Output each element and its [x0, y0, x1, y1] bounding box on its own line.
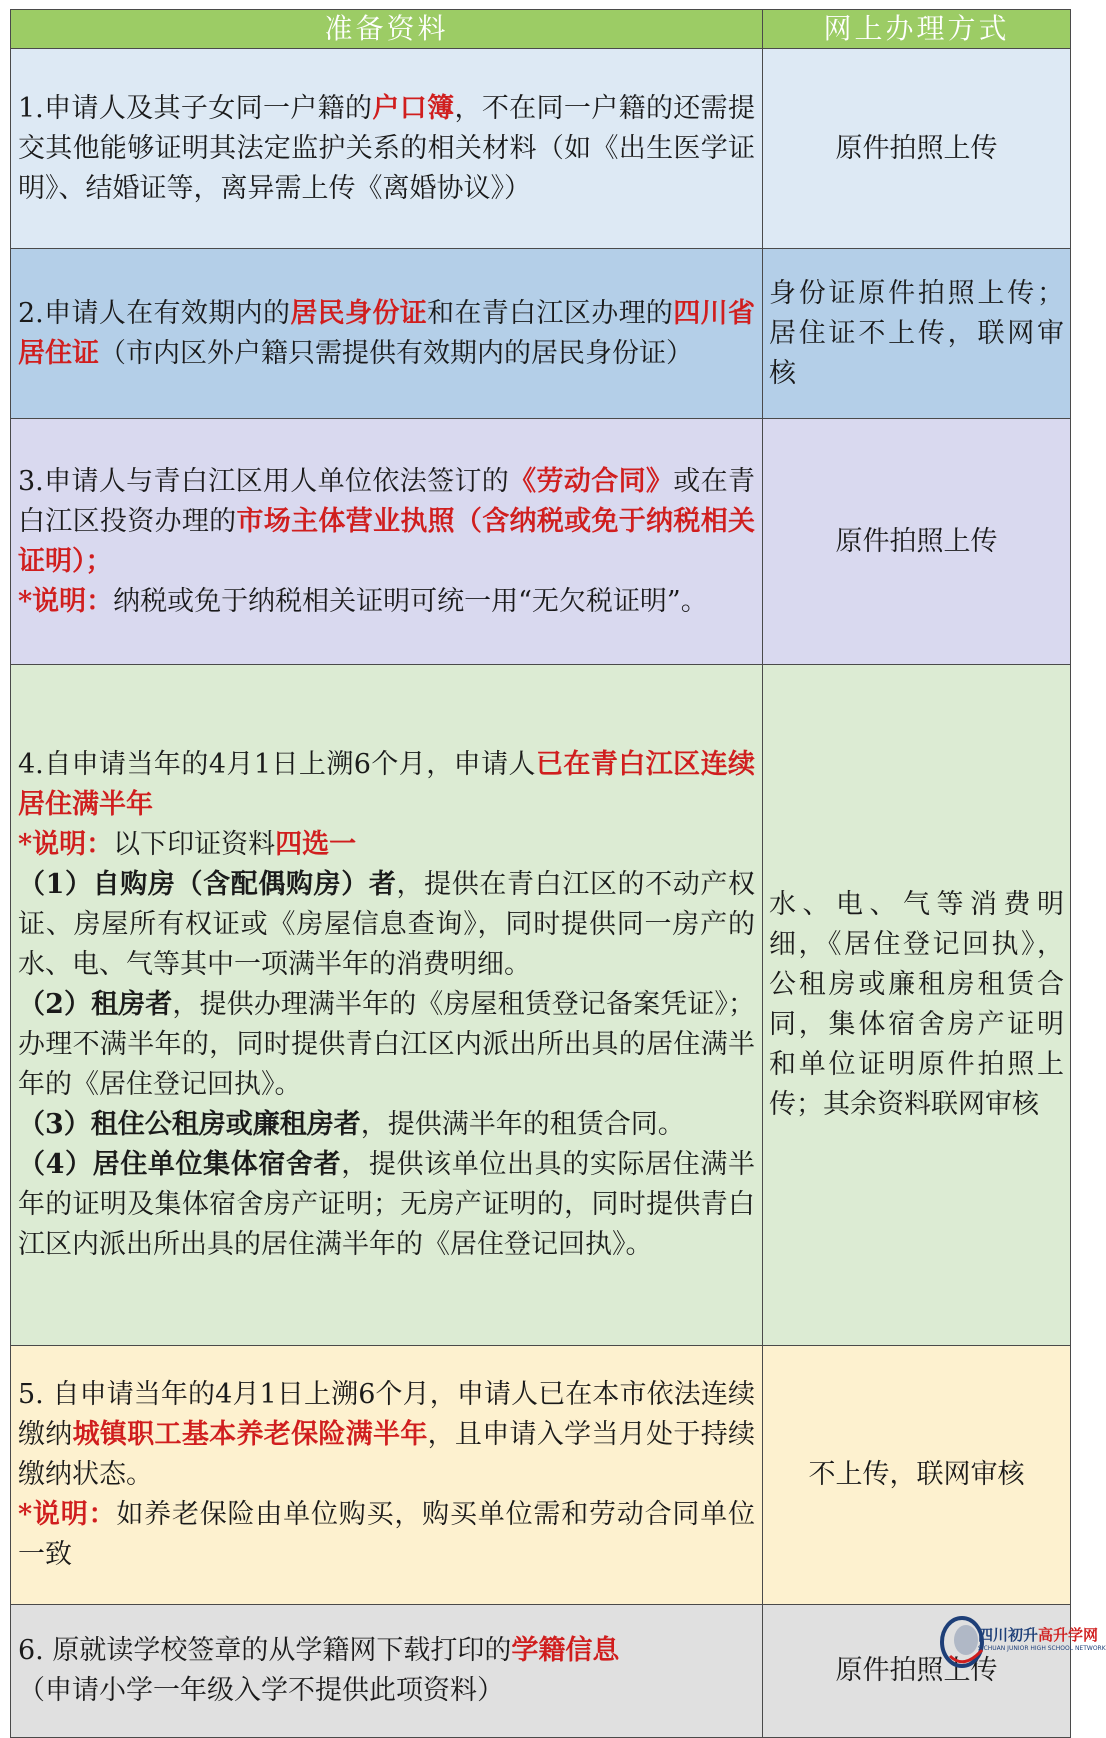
method-cell: 原件拍照上传 [763, 49, 1071, 249]
requirement-text-segment: ，不在同一户籍的还需提交其他能够证明其法定监护关系的相关材料（如《出生医学证明》、结婚证等，离异需上传《离婚协议》） [18, 92, 756, 204]
requirement-cell [11, 1346, 763, 1605]
requirement-text-segment: 如养老保险由单位购买，购买单位需和劳动合同单位一致 [18, 1499, 756, 1570]
requirement-text-segment: 纳税或免于纳税相关证明可统一用“无欠税证明”。 [113, 585, 708, 617]
method-cell: 身份证原件拍照上传；居住证不上传，联网审核 [763, 249, 1071, 419]
requirement-text-segment: 4.自申请当年的4月1日上溯6个月，申请人 [18, 749, 536, 780]
requirement-text-segment: 已在青白江区连续居住满半年 [18, 749, 756, 820]
table-row [11, 665, 1071, 1346]
requirement-cell [11, 1605, 763, 1738]
requirement-text-segment: （4）居住单位集体宿舍者 [18, 1149, 342, 1180]
requirement-text-segment: 6. 原就读学校签章的从学籍网下载打印的 [18, 1635, 512, 1666]
requirement-text-segment: 市场主体营业执照（含纳税或免于纳税相关证明）； [18, 505, 756, 577]
requirement-text-segment: 《劳动合同》 [509, 465, 674, 497]
requirement-text-segment: 居民身份证 [290, 297, 428, 329]
requirement-cell [11, 419, 763, 665]
requirement-text-segment: （3）租住公租房或廉租房者 [18, 1109, 361, 1140]
method-cell: 水、电、气等消费明细，《居住登记回执》，公租房或廉租房租赁合同，集体宿舍房产证明和单位证明原件拍照上传；其余资料联网审核 [763, 665, 1071, 1346]
requirement-text-segment: 2.申请人在有效期内的 [18, 297, 291, 329]
requirements-table [10, 9, 1071, 1738]
requirement-cell [11, 665, 763, 1346]
requirement-text-segment: 四川省居住证 [18, 297, 756, 369]
watermark-subtitle: SICHUAN JUNIOR HIGH SCHOOL NETWORK [978, 1645, 1106, 1652]
table-row [11, 249, 1071, 419]
requirement-text-segment: *说明： [18, 1499, 117, 1530]
header-online-method: 网上办理方式 [763, 10, 1071, 49]
table-header-row [11, 10, 1071, 49]
requirement-text-segment: （2）租房者 [18, 989, 173, 1020]
requirement-text-segment: （申请小学一年级入学不提供此项资料） [18, 1675, 504, 1706]
requirement-text-segment: （1）自购房（含配偶购房）者 [18, 869, 397, 900]
requirement-cell [11, 49, 763, 249]
table-row [11, 1346, 1071, 1605]
requirement-text-segment: 1.申请人及其子女同一户籍的 [18, 92, 373, 124]
requirement-text-segment: ，提供在青白江区的不动产权证、房屋所有权证或《房屋信息查询》，同时提供同一房产的水、电、气等其中一项满半年的消费明细。 [18, 869, 755, 980]
requirement-text-segment: *说明： [18, 585, 114, 617]
requirement-text-segment: 或在青白江区投资办理的 [18, 465, 756, 537]
requirement-text-segment: 城镇职工基本养老保险满半年 [72, 1419, 428, 1450]
requirement-text-segment: （市内区外户籍只需提供有效期内的居民身份证） [99, 337, 693, 369]
watermark-name-b: 高升学网 [1038, 1626, 1099, 1644]
watermark-name [978, 1624, 1098, 1645]
requirement-text-segment: 四选一 [275, 829, 357, 860]
method-cell: 原件拍照上传 [763, 419, 1071, 665]
header-materials: 准备资料 [11, 10, 763, 49]
requirement-text-segment: 3.申请人与青白江区用人单位依法签订的 [18, 465, 510, 497]
table-row [11, 419, 1071, 665]
requirement-text-segment: 户口簿 [372, 92, 455, 124]
watermark-name-a: 四川初升 [978, 1626, 1039, 1644]
requirement-text-segment: 以下印证资料 [113, 829, 276, 860]
requirement-text-segment: ，提供满半年的租赁合同。 [360, 1109, 685, 1140]
requirement-text-segment: 学籍信息 [511, 1635, 620, 1666]
requirement-text-segment: 和在青白江区办理的 [427, 297, 674, 329]
table-row [11, 49, 1071, 249]
method-cell: 不上传，联网审核 [763, 1346, 1071, 1605]
table-row [11, 1605, 1071, 1738]
requirement-text-segment: *说明： [18, 829, 114, 860]
requirement-cell [11, 249, 763, 419]
requirement-text-segment: ，且申请入学当月处于持续缴纳状态。 [18, 1419, 756, 1490]
requirement-text-segment: 5. 自申请当年的4月1日上溯6个月，申请人已在本市依法连续缴纳 [18, 1379, 755, 1450]
method-cell: 原件拍照上传 [763, 1605, 1071, 1738]
requirement-text-segment: ，提供办理满半年的《房屋租赁登记备案凭证》；办理不满半年的，同时提供青白江区内派出所出具的居住满半年的《居住登记回执》。 [18, 989, 755, 1100]
requirement-text-segment: ，提供该单位出具的实际居住满半年的证明及集体宿舍房产证明；无房产证明的，同时提供青白江区内派出所出具的居住满半年的《居住登记回执》。 [18, 1149, 755, 1260]
